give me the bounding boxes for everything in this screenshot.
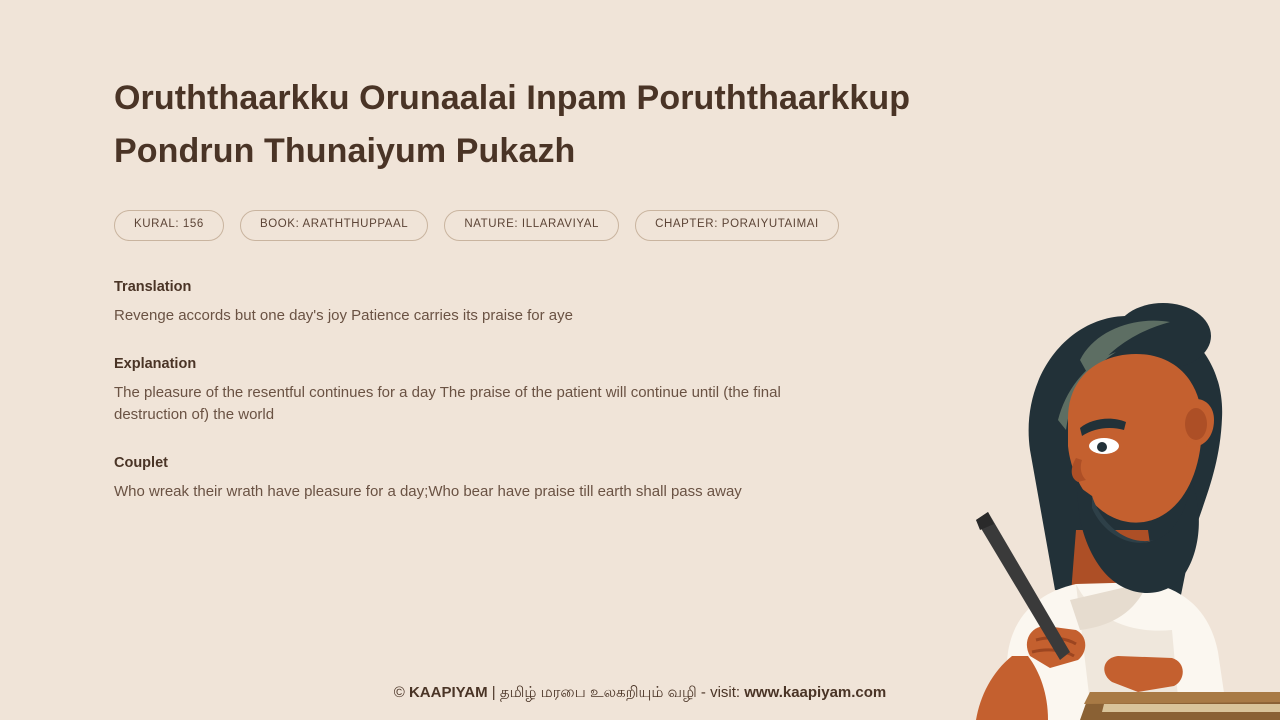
chip-kural[interactable]: KURAL: 156 (114, 210, 224, 241)
metadata-chip-list (114, 210, 974, 241)
footer-copyright: © (393, 684, 409, 701)
section-couplet-text: Who wreak their wrath have pleasure for a day;Who bear have praise till earth shall pass away (114, 482, 742, 500)
footer (0, 684, 1280, 703)
chip-chapter[interactable]: CHAPTER: PORAIYUTAIMAI (635, 210, 839, 241)
footer-website-link[interactable]: www.kaapiyam.com (744, 684, 887, 701)
section-couplet (114, 455, 974, 503)
section-explanation-text: The pleasure of the resentful continues for a day The praise of the patient will continue until (the final destruction of) the world (114, 383, 781, 423)
section-explanation (114, 356, 974, 426)
page-title: Oruththaarkku Orunaalai Inpam Poruththaarkkup Pondrun Thunaiyum Pukazh (114, 79, 911, 170)
section-translation-label: Translation (114, 278, 192, 295)
chip-nature[interactable]: NATURE: ILLARAVIYAL (444, 210, 619, 241)
footer-brand: KAAPIYAM (408, 684, 488, 701)
section-translation-text: Revenge accords but one day's joy Patience carries its praise for aye (114, 306, 573, 324)
footer-tagline: | தமிழ் மரபை உலகறியும் வழி - visit: (487, 684, 745, 701)
section-translation (114, 279, 974, 327)
document-content (114, 72, 974, 503)
chip-book[interactable]: BOOK: ARATHTHUPPAAL (240, 210, 428, 241)
section-couplet-label: Couplet (114, 454, 168, 471)
section-explanation-label: Explanation (114, 355, 197, 372)
